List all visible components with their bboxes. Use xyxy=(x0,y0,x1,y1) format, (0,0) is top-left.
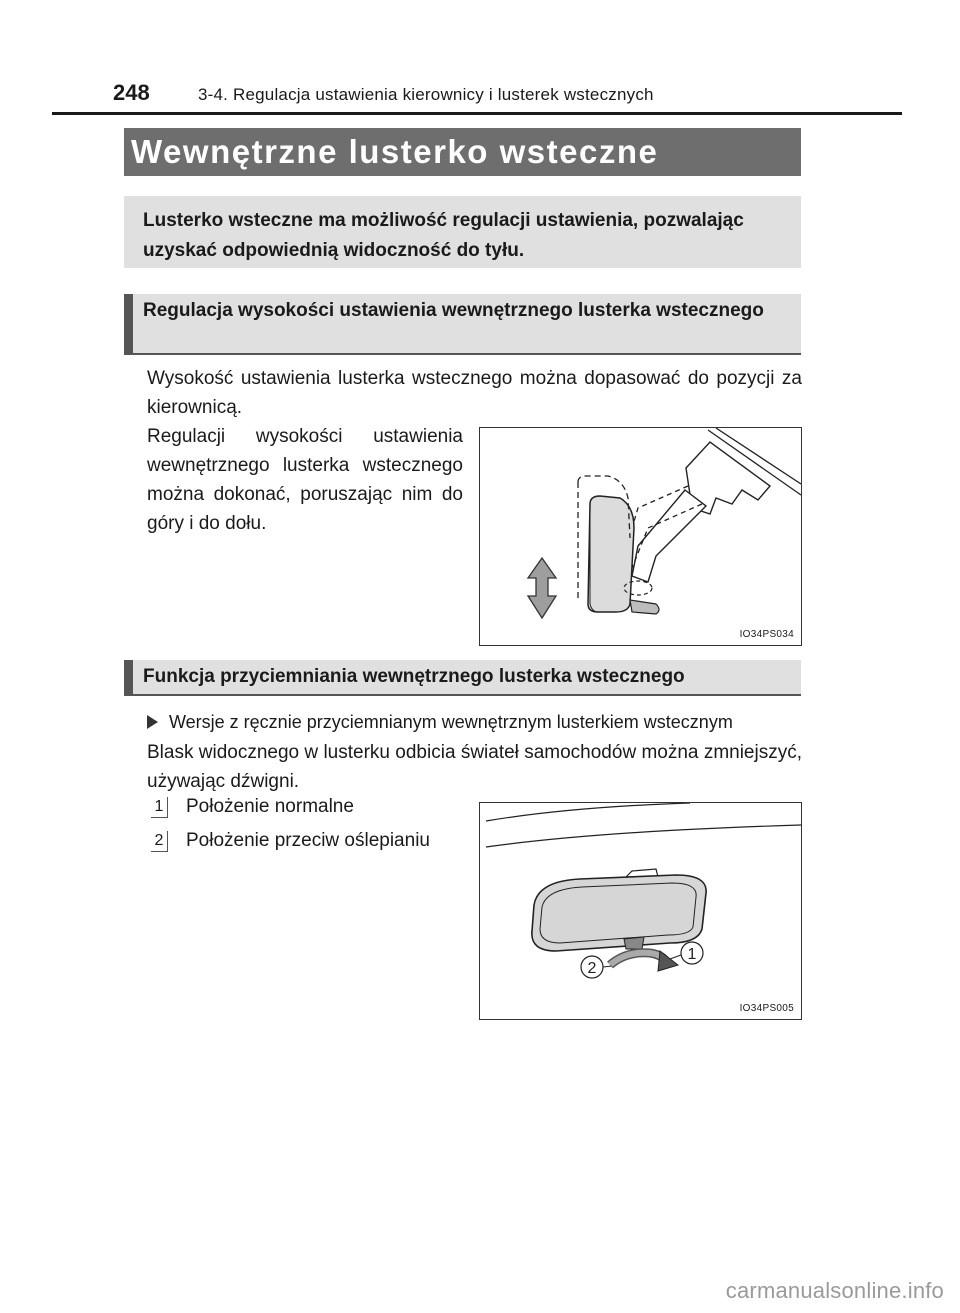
bullet-text: Wersje z ręcznie przyciemnianym wewnętrznym lusterkiem wstecznym xyxy=(169,712,733,732)
callout-2: 2 xyxy=(587,960,597,977)
section-heading-dimming: Funkcja przyciemniania wewnętrznego lusterka wstecznego xyxy=(124,660,801,696)
legend-number: 1 xyxy=(151,797,168,818)
mirror-dimming-figure xyxy=(479,802,802,1020)
watermark: carmanualsonline.info xyxy=(725,1278,944,1303)
mirror-height-illustration xyxy=(480,428,801,645)
page-title-bar xyxy=(124,128,801,176)
section-heading-height-adjustment: Regulacja wysokości ustawienia wewnętrznego lusterka wstecznego xyxy=(124,294,801,355)
legend-number: 2 xyxy=(151,831,168,852)
section2-paragraph: Blask widocznego w lusterku odbicia świateł samochodów można zmniejszyć, używając dźwigni. xyxy=(147,742,802,792)
header-rule xyxy=(52,112,902,115)
page-title: Wewnętrzne lusterko wsteczne xyxy=(131,133,659,170)
legend-label: Położenie przeciw oślepianiu xyxy=(186,830,430,851)
legend-item-2 xyxy=(151,830,430,852)
legend-item-1 xyxy=(151,796,354,818)
figure-code: IO34PS005 xyxy=(739,1003,794,1014)
intro-box: Lusterko wsteczne ma możliwość regulacji ustawienia, pozwalając uzyskać odpowiednią widoczność do tyłu. xyxy=(124,196,801,268)
figure-code: IO34PS034 xyxy=(739,629,794,640)
page-number: 248 xyxy=(113,80,150,105)
page-header xyxy=(113,80,654,106)
mirror-dimming-illustration xyxy=(480,803,801,1019)
section1-paragraph2: Regulacji wysokości ustawienia wewnętrznego lusterka wstecznego można dokonać, poruszając nim do góry i do dołu. xyxy=(147,426,463,534)
section1-paragraph1: Wysokość ustawienia lusterka wstecznego można dopasować do pozycji za kierownicą. xyxy=(147,368,802,418)
callout-1: 1 xyxy=(687,946,697,963)
mirror-height-figure xyxy=(479,427,802,646)
legend-label: Położenie normalne xyxy=(186,796,354,817)
chapter-title: 3-4. Regulacja ustawienia kierownicy i lusterek wstecznych xyxy=(198,85,654,104)
bullet-item xyxy=(147,708,807,737)
bullet-arrow-icon xyxy=(147,715,158,729)
